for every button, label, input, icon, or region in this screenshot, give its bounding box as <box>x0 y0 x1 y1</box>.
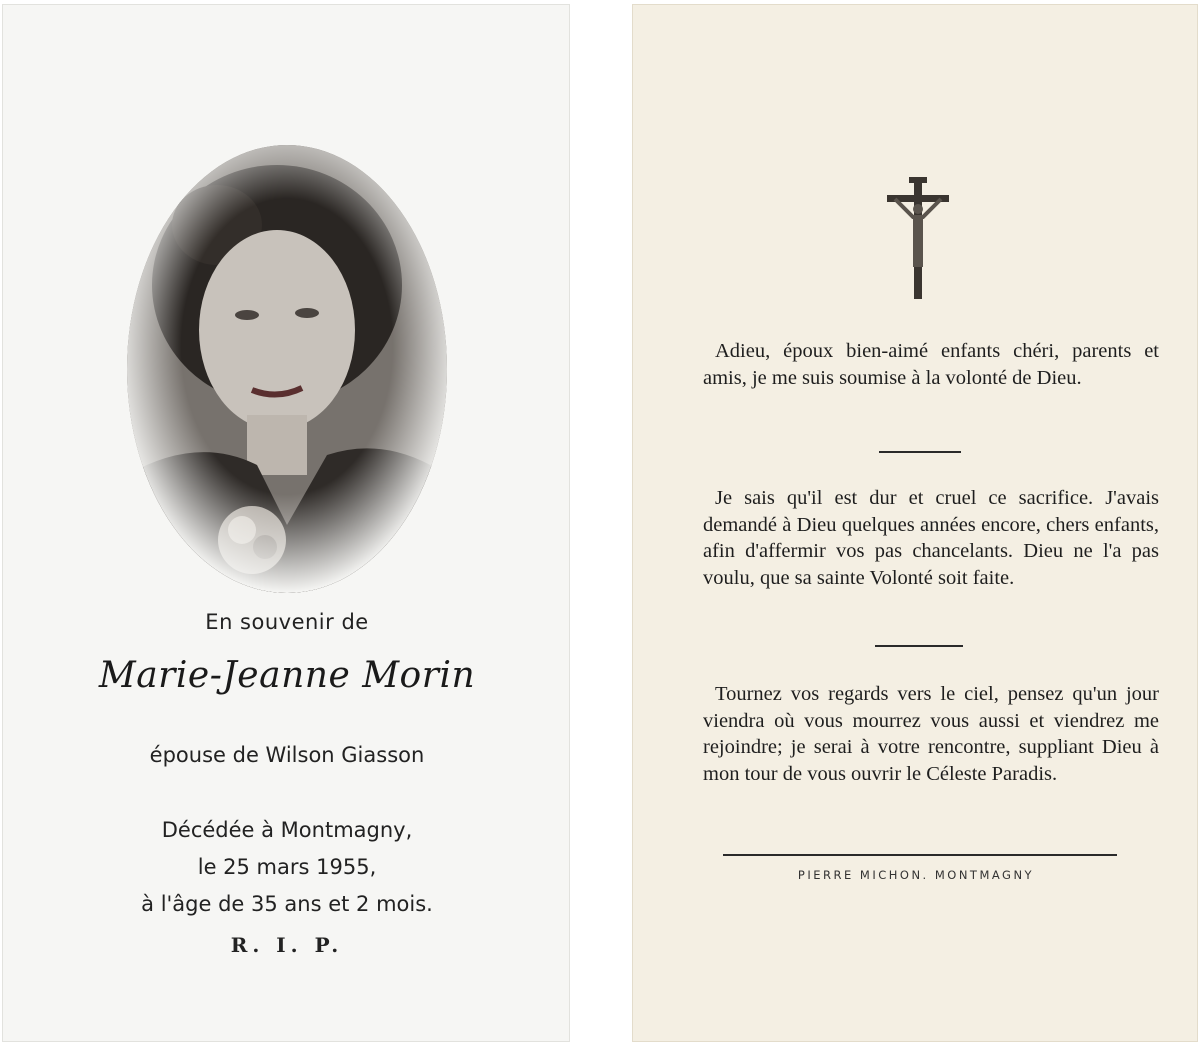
intro-text: En souvenir de <box>205 610 369 634</box>
deceased-name: Marie-Jeanne Morin <box>98 655 476 696</box>
death-date-line: le 25 mars 1955, <box>197 855 377 879</box>
spouse-line: épouse de Wilson Giasson <box>149 743 425 767</box>
memorial-card-back <box>632 4 1198 1042</box>
rip-text: R. I. P. <box>230 933 344 957</box>
prayer-paragraph-1: Adieu, époux bien-aimé enfants chéri, parents et amis, je me suis soumise à la volonté de Dieu. <box>703 340 1159 389</box>
prayer-paragraph-2: Je sais qu'il est dur et cruel ce sacrifice. J'avais demandé à Dieu quelques années encore, chers enfants, afin d'affermir vos pas chancelants. Dieu ne l'a pas voulu, que sa sainte Volonté soit faite. <box>703 487 1159 589</box>
divider-1 <box>879 451 961 453</box>
death-details <box>3 812 571 923</box>
divider-2 <box>875 645 963 647</box>
age-line: à l'âge de 35 ans et 2 mois. <box>141 892 433 916</box>
death-place-line: Décédée à Montmagny, <box>161 818 413 842</box>
portrait-photo <box>127 145 447 593</box>
divider-3 <box>723 854 1117 856</box>
memorial-card-front <box>2 4 570 1042</box>
printer-credit: PIERRE MICHON. MONTMAGNY <box>797 868 1035 882</box>
crucifix-icon <box>883 177 955 301</box>
prayer-paragraph-3: Tournez vos regards vers le ciel, pensez qu'un jour viendra où vous mourrez vous aussi et viendrez me rejoindre; je serai à votre rencontre, suppliant Dieu à mon tour de vous ouvrir le Céleste Paradis. <box>703 683 1159 785</box>
